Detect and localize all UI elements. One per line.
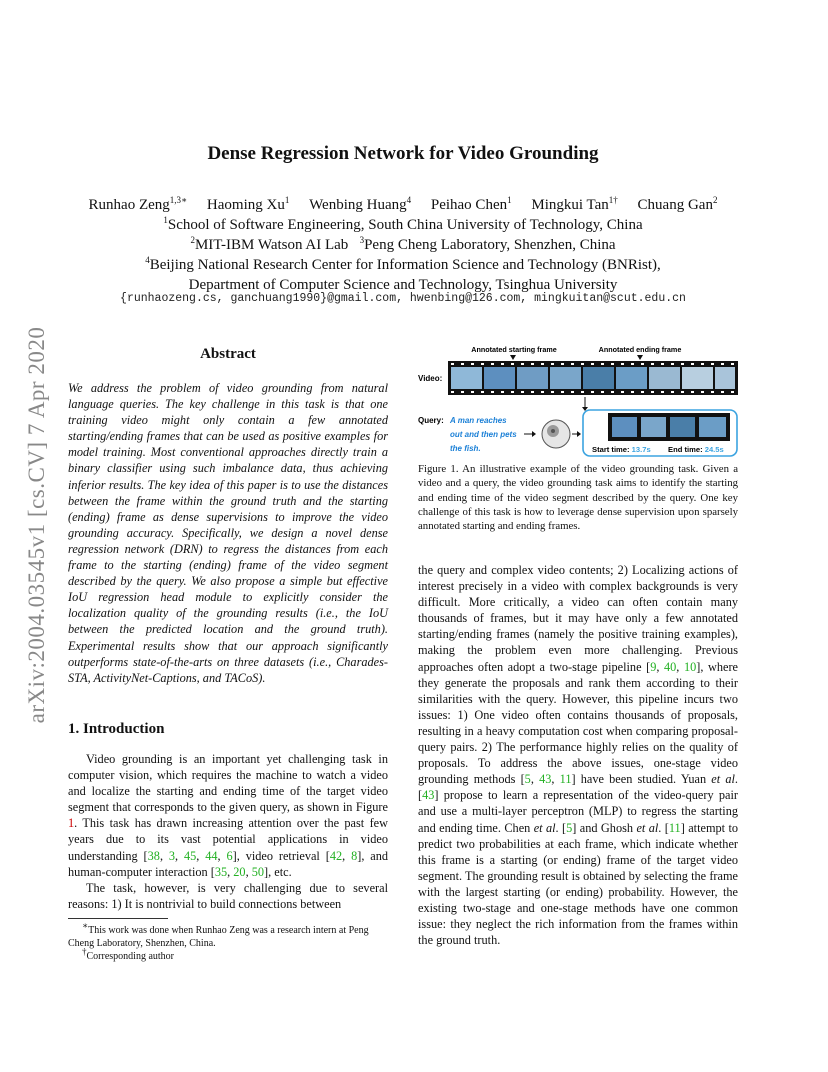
query-text-line2: out and then pets [450, 430, 517, 439]
affiliation-2-3: $^2$MIT-IBM Watson AI Lab $^3$Peng Cheng Laboratory, Shenzhen, China [190, 235, 616, 253]
citation-link[interactable]: 6 [226, 848, 233, 863]
citation-link[interactable]: 45 [184, 848, 197, 863]
query-label: Query: [418, 416, 444, 425]
citation-link[interactable]: 44 [205, 848, 218, 863]
model-head-icon [542, 420, 570, 448]
author: Haoming Xu$^1$ [206, 195, 290, 213]
introduction-text-continued: the query and complex video contents; 2) Localizing actions of interest precisely in a video with complex backgrounds is very difficult. More critically, a video can often contain many thousands of frames, but it may have only a few annotated starting/ending frames (namely the positive training examples), making the problem even more challenging. Previous approaches often adopt a two-stage pipeline [9, 40, 10], where they generate the proposals and rank them according to their similarities with the query. However, this pipeline incurs two issues: 1) One video often contains thousands of proposals, resulting in a heavy computation cost when comparing proposal-query pairs. 2) The performance highly relies on the quality of proposals. To address the above issues, one-stage video grounding methods [5, 43, 11] have been studied. Yuan et al. [43] propose to learn a representation of the video-query pair and use a multi-layer perceptron (MLP) to regress the starting and ending time. Chen et al. [5] and Ghosh et al. [11] attempt to predict two probabilities at each frame, which indicate whether this frame is a starting (or ending) frame of the target video segment. The grounding result is obtained by selecting the frame with the largest starting (or ending) probability. However, the existing two-stage and one-stage methods have one common issue: they neglect the rich information from the frames within the ground truth. [418, 563, 739, 948]
citation-link[interactable]: 20 [233, 864, 246, 879]
citation-link[interactable]: 35 [214, 864, 228, 879]
citation-link[interactable]: 50 [251, 864, 265, 879]
affiliation-1: $^1$School of Software Engineering, South China University of Technology, China [163, 215, 643, 233]
query-arrowhead-icon [532, 431, 536, 437]
citation-link[interactable]: 5 [524, 772, 531, 787]
footnote-rule [68, 918, 168, 919]
footnote: †Corresponding author [82, 946, 174, 962]
author-emails: {runhaozeng.cs, ganchuang1990}@gmail.com, hwenbing@126.com, mingkuitan@scut.edu.cn [120, 292, 686, 305]
citation-link[interactable]: 42 [329, 848, 343, 863]
citation-link[interactable]: 5 [566, 820, 573, 835]
paper-title: Dense Regression Network for Video Grounding [207, 143, 599, 164]
author: Chuang Gan$^2$ [637, 195, 718, 213]
label-starting-frame: Annotated starting frame [471, 345, 557, 354]
start-time: Start time: 13.7s [592, 445, 651, 454]
footnotes [68, 920, 388, 963]
abstract-text: We address the problem of video grounding from natural language queries. The key challenge in this task is that one training video might only contain a few annotated starting/ending frames that can be used as positive examples for model training. Most conventional approaches directly train a binary classifier using such imbalance data, thus achieving inferior results. The key idea of this paper is to use the distances between the frame within the ground truth and the starting (ending) frame as dense supervisions to improve the video grounding accuracy. Specifically, we design a novel dense regression network (DRN) to regress the distances from each frame to the starting (ending) frame of the video segment described by the query. We also propose a simple but effective IoU regression head module to explicitly consider the localization quality of the grounding results (i.e., the IoU between the predicted location and the ground truth). Experimental results show that our approach significantly outperforms state-of-the-arts on three datasets (i.e., Charades-STA, ActivityNet-Captions, and TACoS). [68, 381, 388, 685]
author-list [0, 195, 806, 215]
figure-link[interactable]: 1 [68, 816, 75, 831]
section-heading-introduction: 1. Introduction [68, 721, 165, 737]
result-filmstrip [608, 413, 730, 441]
author: Wenbing Huang$^4$ [309, 195, 412, 213]
end-time: End time: 24.5s [668, 445, 724, 454]
affiliation-4: $^4$Beijing National Research Center for Information Science and Technology (BNRist), [145, 255, 661, 273]
author: Runhao Zeng$^{1,3∗}$ [88, 195, 188, 213]
citation-link[interactable]: 43 [539, 772, 552, 787]
video-filmstrip [448, 361, 738, 395]
figure-1 [416, 340, 740, 458]
affiliation-4b: Department of Computer Science and Technology, Tsinghua University [188, 277, 618, 293]
label-ending-frame: Annotated ending frame [598, 345, 682, 354]
citation-link[interactable]: 11 [559, 772, 572, 787]
introduction-text [68, 751, 388, 912]
citation-link[interactable]: 11 [668, 820, 681, 835]
abstract-heading: Abstract [200, 346, 256, 362]
author: Peihao Chen$^1$ [430, 195, 512, 213]
query-text-line1: A man reaches [450, 416, 507, 425]
author: Mingkui Tan$^{1\dagger}$ [531, 195, 618, 213]
paragraph: The task, however, is very challenging due to several reasons: 1) It is nontrivial to build connections between [68, 880, 388, 911]
figure-caption: Figure 1. An illustrative example of the video grounding task. Given a video and a query, the video grounding task aims to identify the starting and ending time of the video segment described by the query. One key challenge of this task is how to leverage dense supervision upon sparsely annotated starting and ending frames. [418, 463, 738, 533]
ending-frame-marker-icon [637, 355, 643, 360]
citation-link[interactable]: 3 [168, 848, 176, 863]
output-arrowhead-icon [577, 431, 581, 437]
video-label: Video: [418, 374, 443, 383]
citation-link[interactable]: 9 [650, 659, 657, 674]
author-block [0, 195, 806, 295]
starting-frame-marker-icon [510, 355, 516, 360]
footnote: ∗This work was done when Runhao Zeng was a research intern at Peng Cheng Laboratory, Shenzhen, China. [68, 920, 369, 949]
citation-link[interactable]: 8 [351, 848, 358, 863]
citation-link[interactable]: 10 [683, 659, 697, 674]
query-text-line3: the fish. [450, 444, 481, 453]
paragraph: Video grounding is an important yet challenging task in computer vision, which requires the machine to watch a video and localize the starting and ending time of the target video segment that corresponds to the given query, as shown in Figure 1. This task has drawn increasing attention over the past few years due to its vast potential applications in video understanding [38, 3, 45, 44, 6], video retrieval [42, 8], and human-computer interaction [35, 20, 50], etc. [68, 752, 389, 879]
citation-link[interactable]: 38 [147, 848, 160, 863]
citation-link[interactable]: 43 [422, 788, 435, 803]
citation-link[interactable]: 40 [664, 659, 677, 674]
arxiv-identifier: arXiv:2004.03545v1 [cs.CV] 7 Apr 2020 [24, 326, 49, 724]
